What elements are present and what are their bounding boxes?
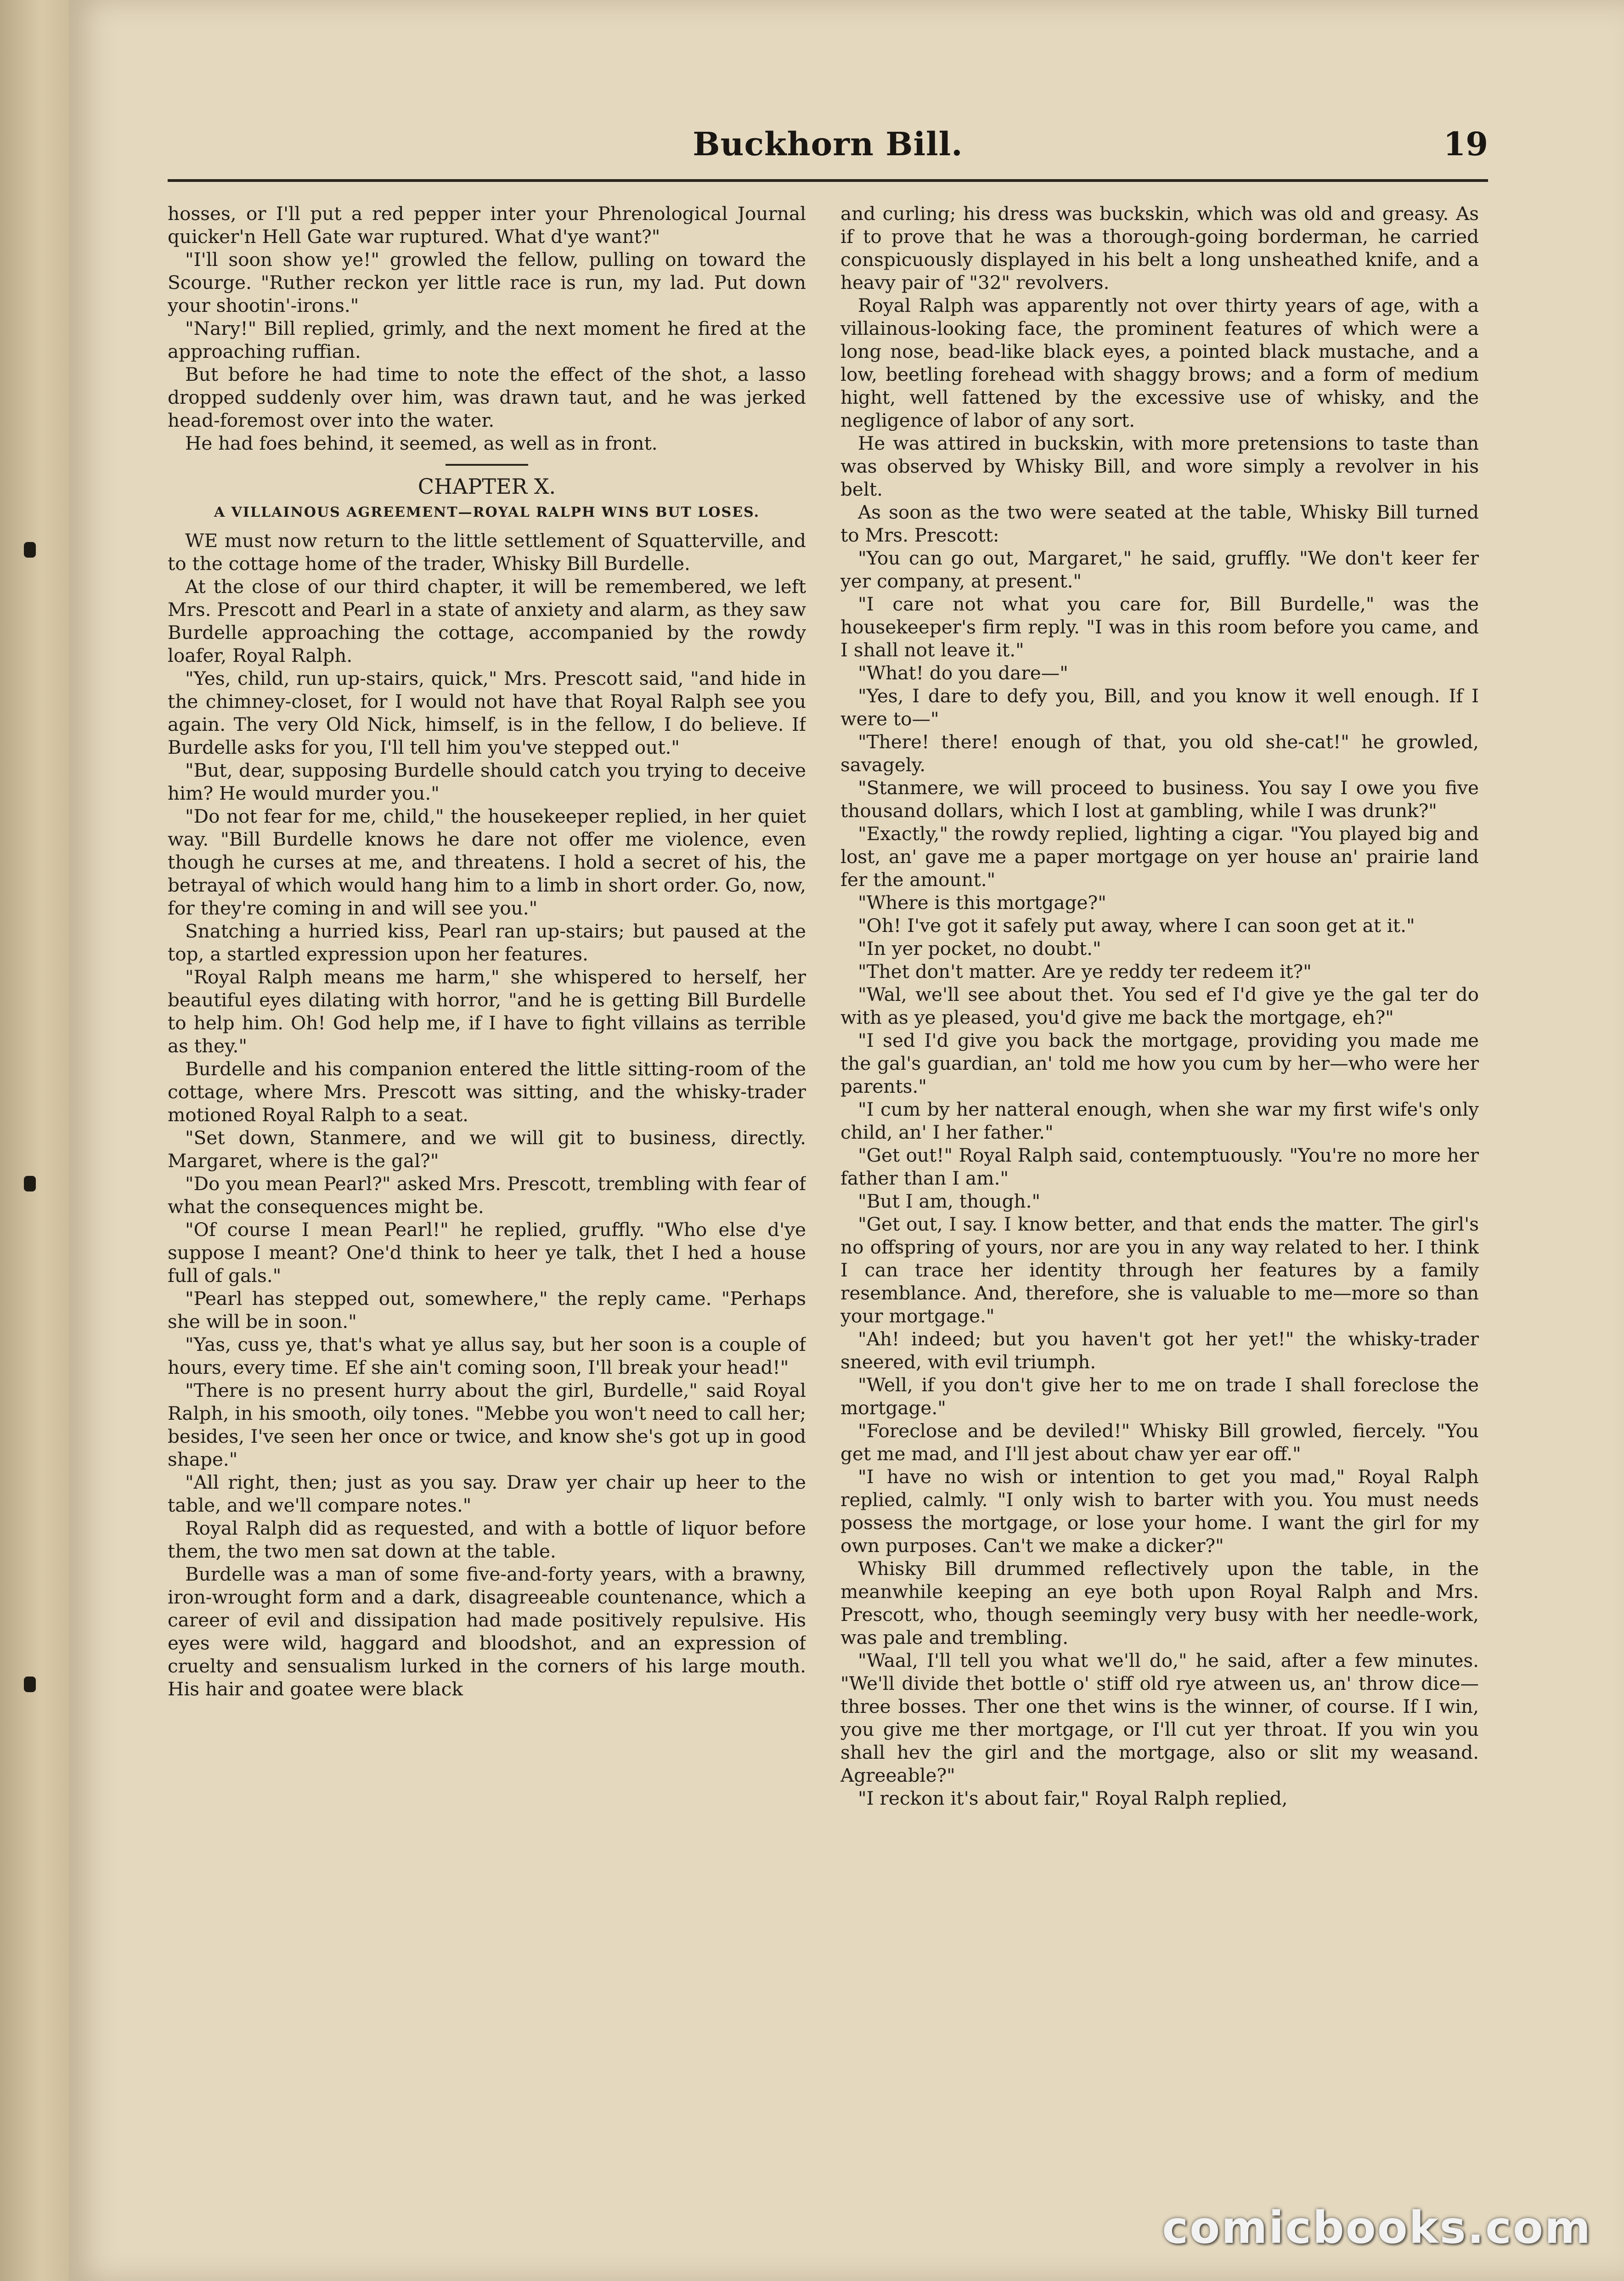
paragraph: Burdelle was a man of some five-and-forty years, with a brawny, iron-wrought form and a dark, disagreeable countenance, which a career of evil and dissipation had made positively repulsive. His eyes were wild, haggard and bloodshot, and an expression of cruelty and sensualism lurked in the corners of his large mouth. His hair and goatee were black — [168, 1563, 806, 1700]
paragraph: "Oh! I've got it safely put away, where I can soon get at it." — [858, 915, 1415, 937]
binding-hole — [24, 1176, 36, 1191]
paragraph: "I care not what you care for, Bill Burdelle," was the housekeeper's firm reply. "I was in this room before you came, and I shall not leave it." — [840, 593, 1479, 661]
paragraph: Royal Ralph did as requested, and with a bottle of liquor before them, the two men sat down at the table. — [168, 1517, 806, 1562]
paragraph: "Yas, cuss ye, that's what ye allus say, but her soon is a couple of hours, every time. Ef she ain't coming soon, I'll break your head!" — [168, 1333, 806, 1378]
paragraph: "I sed I'd give you back the mortgage, providing you made me the gal's guardian, an' told me how you cum by her—who were her parents." — [840, 1029, 1479, 1097]
paragraph: "Well, if you don't give her to me on trade I shall foreclose the mortgage." — [840, 1374, 1479, 1419]
paragraph: "Where is this mortgage?" — [858, 892, 1106, 914]
right-paragraphs — [840, 202, 1479, 1810]
paragraph: But before he had time to note the effect of the shot, a lasso dropped suddenly over him, was drawn taut, and he was jerked head-foremost over into the water. — [168, 363, 806, 431]
left-paragraphs-before — [168, 202, 806, 455]
running-header — [168, 120, 1488, 171]
paragraph: "I cum by her natteral enough, when she war my first wife's only child, an' I her father." — [840, 1098, 1479, 1143]
paragraph: "Stanmere, we will proceed to business. You say I owe you five thousand dollars, which I lost at gambling, while I was drunk?" — [840, 777, 1479, 822]
paragraph: "Get out, I say. I know better, and that ends the matter. The girl's no offspring of yours, nor are you in any way related to her. I think I can trace her identity through her features by a family resemblance. And, therefore, she is valuable to me—more so than your mortgage." — [840, 1213, 1479, 1327]
binding-hole — [24, 1677, 36, 1692]
paragraph: At the close of our third chapter, it will be remembered, we left Mrs. Prescott and Pearl in a state of anxiety and alarm, as they saw Burdelle approaching the cottage, accompanied by the rowdy loafer, Royal Ralph. — [168, 576, 806, 666]
paragraph: "Yes, I dare to defy you, Bill, and you know it well enough. If I were to—" — [840, 685, 1479, 730]
watermark-text: comicbooks.com — [1162, 2202, 1592, 2253]
paragraph: Burdelle and his companion entered the little sitting-room of the cottage, where Mrs. Prescott was sitting, and the whisky-trader motioned Royal Ralph to a seat. — [168, 1058, 806, 1126]
binding-edge — [0, 0, 69, 2281]
right-column — [840, 202, 1479, 2163]
paragraph: "What! do you dare—" — [858, 662, 1068, 684]
paragraph: WE must now return to the little settlement of Squatterville, and to the cottage home of the trader, Whisky Bill Burdelle. — [168, 530, 806, 575]
paragraph: "There is no present hurry about the girl, Burdelle," said Royal Ralph, in his smooth, oily tones. "Mebbe you won't need to call her; besides, I've seen her once or twice, and know she's got up in good shape." — [168, 1379, 806, 1470]
paragraph: "You can go out, Margaret," he said, gruffly. "We don't keer fer yer company, at present." — [840, 547, 1479, 592]
paragraph: He had foes behind, it seemed, as well as in front. — [185, 432, 658, 454]
paragraph: "Do not fear for me, child," the housekeeper replied, in her quiet way. "Bill Burdelle knows he dare not offer me violence, even though he curses at me, and threatens. I hold a secret of his, the betrayal of which would hang him to a limb in short order. Go, now, for they're coming in and will see you." — [168, 805, 806, 919]
paragraph: Whisky Bill drummed reflectively upon the table, in the meanwhile keeping an eye both upon Royal Ralph and Mrs. Prescott, who, though seemingly very busy with her needle-work, was pale and trembling. — [840, 1558, 1479, 1649]
paragraph: "Exactly," the rowdy replied, lighting a cigar. "You played big and lost, an' gave me a paper mortgage on yer house an' prairie land fer the amount." — [840, 823, 1479, 891]
paragraph: "Waal, I'll tell you what we'll do," he said, after a few minutes. "We'll divide thet bottle o' stiff old rye atween us, an' throw dice—three bosses. Ther one thet wins is the winner, of course. If I win, you give me ther mortgage, or I'll cut yer throat. If you win you shall hev the girl and the mortgage, also or slit my weasand. Agreeable?" — [840, 1649, 1479, 1786]
paragraph: "Do you mean Pearl?" asked Mrs. Prescott, trembling with fear of what the consequences might be. — [168, 1173, 806, 1218]
paragraph: and curling; his dress was buckskin, which was old and greasy. As if to prove that he was a thorough-going borderman, he carried conspicuously displayed in his belt a long unsheathed knife, and a heavy pair of "32" revolvers. — [840, 203, 1479, 294]
paragraph: "But I am, though." — [858, 1190, 1041, 1212]
paragraph: "All right, then; just as you say. Draw yer chair up heer to the table, and we'll compare notes." — [168, 1471, 806, 1516]
paragraph: "Yes, child, run up-stairs, quick," Mrs. Prescott said, "and hide in the chimney-closet, for I would not have that Royal Ralph see you again. The very Old Nick, himself, is in the fellow, I do believe. If Burdelle asks for you, I'll tell him you've stepped out." — [168, 667, 806, 758]
binding-hole — [24, 542, 36, 558]
chapter-heading: CHAPTER X. — [417, 474, 556, 499]
paragraph: As soon as the two were seated at the table, Whisky Bill turned to Mrs. Prescott: — [840, 501, 1479, 546]
paragraph: "Pearl has stepped out, somewhere," the reply came. "Perhaps she will be in soon." — [168, 1287, 806, 1332]
paragraph: "But, dear, supposing Burdelle should catch you trying to deceive him? He would murder you." — [168, 759, 806, 804]
paragraph: "Ah! indeed; but you haven't got her yet!" the whisky-trader sneered, with evil triumph. — [840, 1328, 1479, 1373]
paragraph: "Nary!" Bill replied, grimly, and the next moment he fired at the approaching ruffian. — [168, 317, 806, 362]
paragraph: "Set down, Stanmere, and we will git to business, directly. Margaret, where is the gal?" — [168, 1127, 806, 1172]
paragraph: "In yer pocket, no doubt." — [858, 937, 1101, 960]
section-divider — [445, 464, 528, 466]
header-rule — [168, 179, 1488, 182]
left-column — [168, 202, 806, 2163]
paragraph: "Wal, we'll see about thet. You sed ef I'd give ye the gal ter do with as ye pleased, you'd give me back the mortgage, eh?" — [840, 983, 1479, 1028]
paragraph: He was attired in buckskin, with more pretensions to taste than was observed by Whisky Bill, and wore simply a revolver in his belt. — [840, 432, 1479, 500]
chapter-subheading: A VILLAINOUS AGREEMENT—ROYAL RALPH WINS BUT LOSES. — [214, 504, 760, 520]
paragraph: "Foreclose and be deviled!" Whisky Bill growled, fiercely. "You get me mad, and I'll jest about chaw yer ear off." — [840, 1420, 1479, 1465]
paragraph: "I'll soon show ye!" growled the fellow, pulling on toward the Scourge. "Ruther reckon yer little race is run, my lad. Put down your shootin'-irons." — [168, 248, 806, 316]
left-paragraphs-after — [168, 529, 806, 1700]
paragraph: "There! there! enough of that, you old she-cat!" he growled, savagely. — [840, 731, 1479, 776]
paragraph: "I have no wish or intention to get you mad," Royal Ralph replied, calmly. "I only wish to barter with you. You must needs possess the mortgage, or lose your home. I want the girl for my own purposes. Can't we make a dicker?" — [840, 1466, 1479, 1557]
paragraph: "Royal Ralph means me harm," she whispered to herself, her beautiful eyes dilating with horror, "and he is getting Bill Burdelle to help him. Oh! God help me, if I have to fight villains as terrible as they." — [168, 966, 806, 1057]
paragraph: "Get out!" Royal Ralph said, contemptuously. "You're no more her father than I am." — [840, 1144, 1479, 1189]
paragraph: hosses, or I'll put a red pepper inter your Phrenological Journal quicker'n Hell Gate war ruptured. What d'ye want?" — [168, 203, 806, 248]
paragraph: "Of course I mean Pearl!" he replied, gruffly. "Who else d'ye suppose I meant? One'd think to heer ye talk, thet I hed a house full of gals." — [168, 1219, 806, 1287]
running-title: Buckhorn Bill. — [693, 125, 963, 163]
paragraph: "Thet don't matter. Are ye reddy ter redeem it?" — [858, 960, 1312, 982]
paragraph: Royal Ralph was apparently not over thirty years of age, with a villainous-looking face, the prominent features of which were a long nose, bead-like black eyes, a pointed black mustache, and a low, beetling forehead with shaggy brows; and a form of medium hight, well fattened by the excessive use of whisky, and the negligence of labor of any sort. — [840, 294, 1479, 431]
paragraph: "I reckon it's about fair," Royal Ralph replied, — [858, 1787, 1288, 1809]
paragraph: Snatching a hurried kiss, Pearl ran up-stairs; but paused at the top, a startled expression upon her features. — [168, 920, 806, 965]
page-number: 19 — [1443, 125, 1488, 163]
